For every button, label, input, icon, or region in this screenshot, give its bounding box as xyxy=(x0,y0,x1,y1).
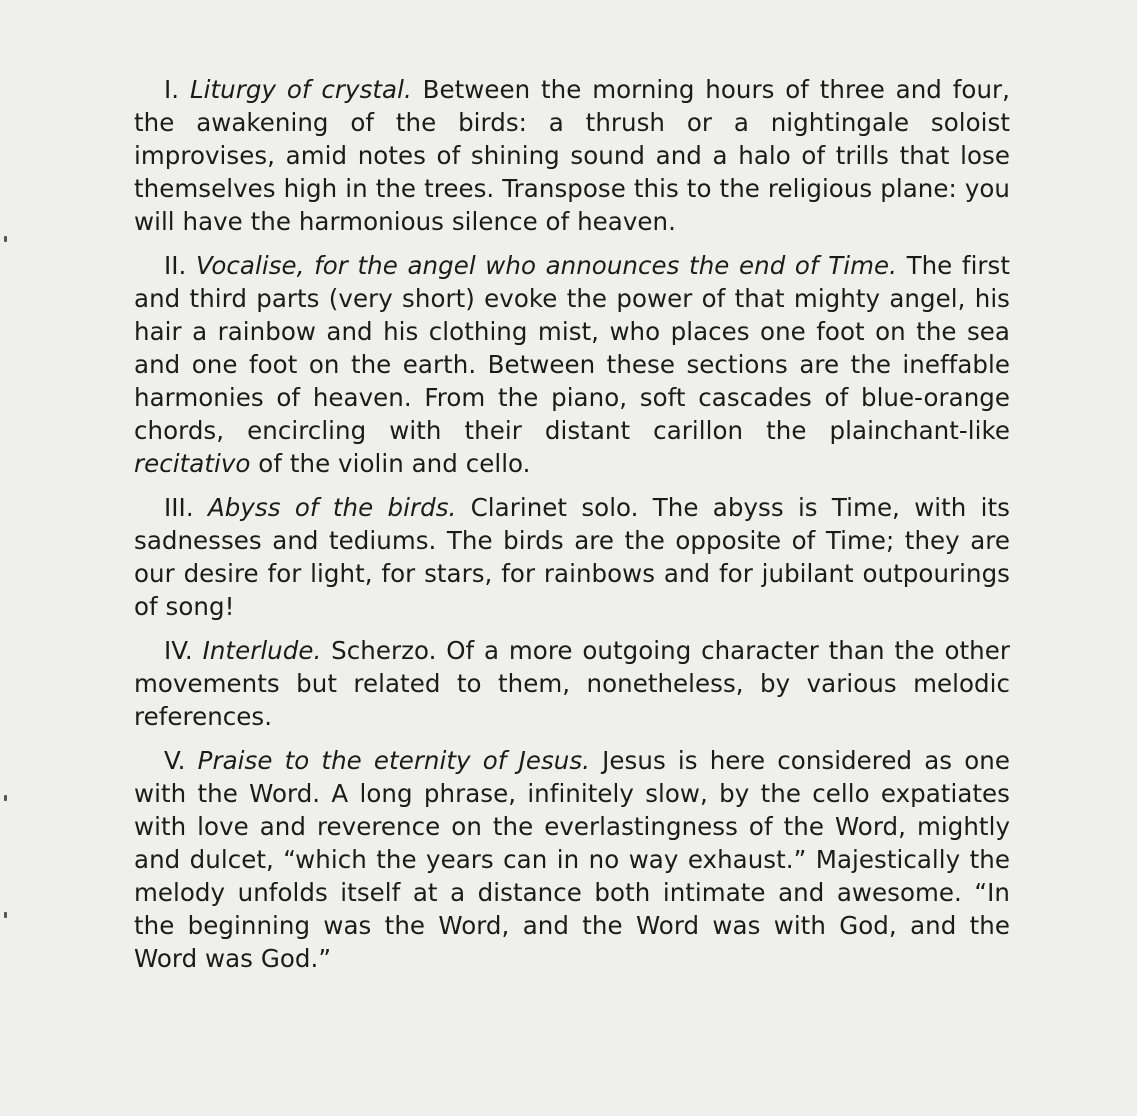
movement-4-numeral: IV. xyxy=(164,636,193,665)
movement-2-italic-term: recitativo xyxy=(134,449,251,478)
movement-3-title: Abyss of the birds. xyxy=(207,493,457,522)
movement-2-numeral: II. xyxy=(164,251,187,280)
movement-5-title: Praise to the eternity of Jesus. xyxy=(197,746,591,775)
movement-1-text: Between the morning hours of three and four, the awakening of the birds: a thrush or a nightingale soloist improvises, amid notes of shining sound and a halo of trills that lose themselves high in the trees. Transpose this to the religious plane: you will have the harmonious silence of heaven. xyxy=(134,75,1010,236)
scan-speck xyxy=(4,912,7,918)
scan-speck xyxy=(4,795,7,801)
movement-notes xyxy=(134,73,1010,986)
scan-speck xyxy=(4,236,7,242)
movement-3-paragraph xyxy=(134,491,1010,623)
movement-4-title: Interlude. xyxy=(202,636,322,665)
movement-2-text: The first and third parts (very short) evoke the power of that mighty angel, his hair a rainbow and his clothing mist, who places one foot on the sea and one foot on the earth. Between these sections are the ineffable harmonies of heaven. From the piano, soft cascades of blue-orange chords, encircling with their distant carillon the plainchant-like xyxy=(134,251,1011,445)
movement-1-paragraph xyxy=(134,73,1010,238)
movement-4-text: Scherzo. Of a more outgoing character than the other movements but related to them, nonetheless, by various melodic references. xyxy=(134,636,1010,731)
movement-1-title: Liturgy of crystal. xyxy=(189,75,412,104)
movement-5-text: Jesus is here considered as one with the Word. A long phrase, infinitely slow, by the cello expatiates with love and reverence on the everlastingness of the Word, mightly and dulcet, “which the years can in no way exhaust.” Majestically the melody unfolds itself at a distance both intimate and awesome. “In the beginning was the Word, and the Word was with God, and the Word was God.” xyxy=(134,746,1010,973)
movement-5-paragraph xyxy=(134,744,1010,975)
movement-2-title: Vocalise, for the angel who announces the end of Time. xyxy=(196,251,897,280)
movement-4-paragraph xyxy=(134,634,1010,733)
movement-3-numeral: III. xyxy=(164,493,194,522)
movement-1-numeral: I. xyxy=(164,75,180,104)
movement-3-text: Clarinet solo. The abyss is Time, with its sadnesses and tediums. The birds are the opposite of Time; they are our desire for light, for stars, for rainbows and for jubilant outpourings of song! xyxy=(134,493,1010,621)
movement-5-numeral: V. xyxy=(164,746,186,775)
movement-2-paragraph xyxy=(134,249,1010,480)
movement-2-text-after: of the violin and cello. xyxy=(258,449,531,478)
